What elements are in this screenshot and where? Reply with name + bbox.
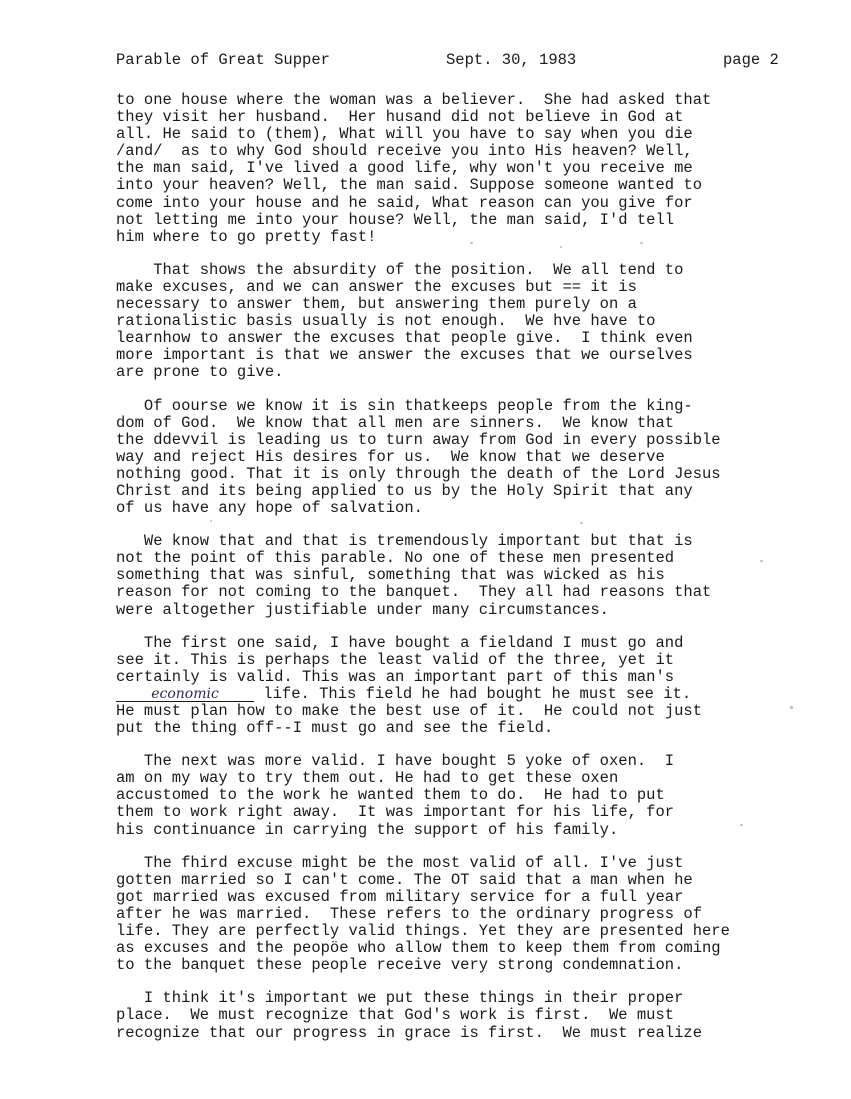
text-line: come into your house and he said, What reason can you give for [116, 193, 693, 212]
text-line: more important is that we answer the excuses that we ourselves [116, 346, 693, 365]
text-line: way and reject His desires for us. We know that we deserve [116, 447, 665, 466]
scan-speck [470, 242, 473, 244]
text-line: his continuance in carrying the support of his family. [116, 820, 619, 839]
text-line: nothing good. That it is only through the death of the Lord Jesus [116, 464, 721, 483]
text-line: place. We must recognize that God's work is first. We must [116, 1006, 675, 1025]
document-date: Sept. 30, 1983 [446, 51, 577, 69]
paragraph [116, 398, 816, 518]
text-line: the ddevvil is leading us to turn away from God in every possible [116, 430, 721, 449]
text-line: something that was sinful, something that was wicked as his [116, 566, 665, 585]
text-line: economic life. This field he had bought he must see it. [116, 686, 816, 703]
text-line: to the banquet these people receive very strong condemnation. [116, 956, 684, 975]
scan-speck [640, 242, 643, 244]
page-number: page 2 [723, 51, 779, 69]
text-line: put the thing off--I must go and see the field. [116, 719, 554, 738]
text-line: were altogether justifiable under many circumstances. [116, 600, 609, 619]
paragraph [116, 635, 816, 738]
text-line: The first one said, I have bought a fieldand I must go and [116, 633, 684, 652]
document-title: Parable of Great Supper [116, 51, 330, 69]
text-line: The fhird excuse might be the most valid of all. I've just [116, 853, 684, 872]
text-line: That shows the absurdity of the position. We all tend to [116, 260, 684, 279]
text-line: all. He said to (them), What will you have to say when you die [116, 125, 693, 144]
text-line: gotten married so I can't come. The OT said that a man when he [116, 870, 693, 889]
page-header [116, 50, 796, 70]
text-line: Of oourse we know it is sin thatkeeps people from the king- [116, 396, 693, 415]
text-line: them to work right away. It was important for his life, for [116, 803, 675, 822]
text-line: they visit her husband. Her husand did not believe in God at [116, 108, 684, 127]
text-line: to one house where the woman was a believer. She had asked that [116, 91, 712, 109]
text-line: necessary to answer them, but answering them purely on a [116, 295, 637, 314]
text-line: as excuses and the peopöe who allow them to keep them from coming [116, 939, 721, 958]
scan-speck [210, 520, 212, 522]
text-line: not letting me into your house? Well, the man said, I'd tell [116, 210, 675, 229]
text-line: got married was excused from military service for a full year [116, 887, 684, 906]
text-line: are prone to give. [116, 363, 284, 382]
paragraph [116, 533, 816, 618]
text-line: into your heaven? Well, the man said. Suppose someone wanted to [116, 176, 702, 195]
scan-speck [580, 522, 583, 524]
text-line: him where to go pretty fast! [116, 227, 377, 246]
text-line: learnhow to answer the excuses that people give. I think even [116, 329, 693, 348]
scan-speck [790, 706, 793, 709]
paragraph [116, 92, 816, 246]
text-line: He must plan how to make the best use of it. He could not just [116, 702, 702, 720]
text-line: the man said, I've lived a good life, why won't you receive me [116, 159, 693, 178]
text-line: The next was more valid. I have bought 5 yoke of oxen. I [116, 752, 675, 771]
text-line: /and/ as to why God should receive you into His heaven? Well, [116, 142, 693, 161]
text-line: dom of God. We know that all men are sinners. We know that [116, 413, 675, 432]
text-line: accustomed to the work he wanted them to do. He had to put [116, 786, 665, 805]
handwritten-note: economic [116, 687, 254, 702]
paragraph [116, 262, 816, 382]
text-line: recognize that our progress in grace is first. We must realize [116, 1023, 702, 1042]
text-line: not the point of this parable. No one of these men presented [116, 549, 675, 568]
text-line: reason for not coming to the banquet. They all had reasons that [116, 583, 712, 602]
scan-speck [560, 246, 562, 248]
text-line: certainly is valid. This was an important part of this man's [116, 667, 675, 686]
text-line: make excuses, and we can answer the excuses but == it is [116, 277, 637, 296]
text-line: of us have any hope of salvation. [116, 499, 423, 518]
text-line: Christ and its being applied to us by the Holy Spirit that any [116, 481, 693, 500]
scan-speck [760, 560, 763, 562]
document-body [116, 92, 816, 1058]
text-line: We know that and that is tremendously important but that is [116, 532, 693, 551]
text-line: after he was married. These refers to the ordinary progress of [116, 904, 702, 923]
paragraph [116, 855, 816, 975]
text-line: I think it's important we put these things in their proper [116, 989, 684, 1008]
text-line: see it. This is perhaps the least valid of the three, yet it [116, 650, 675, 669]
scan-speck [740, 824, 743, 826]
text-line: life. They are perfectly valid things. Yet they are presented here [116, 922, 730, 941]
text-line: rationalistic basis usually is not enough. We hve have to [116, 312, 656, 331]
paragraph [116, 753, 816, 838]
paragraph [116, 990, 816, 1041]
text-line: am on my way to try them out. He had to get these oxen [116, 769, 619, 788]
